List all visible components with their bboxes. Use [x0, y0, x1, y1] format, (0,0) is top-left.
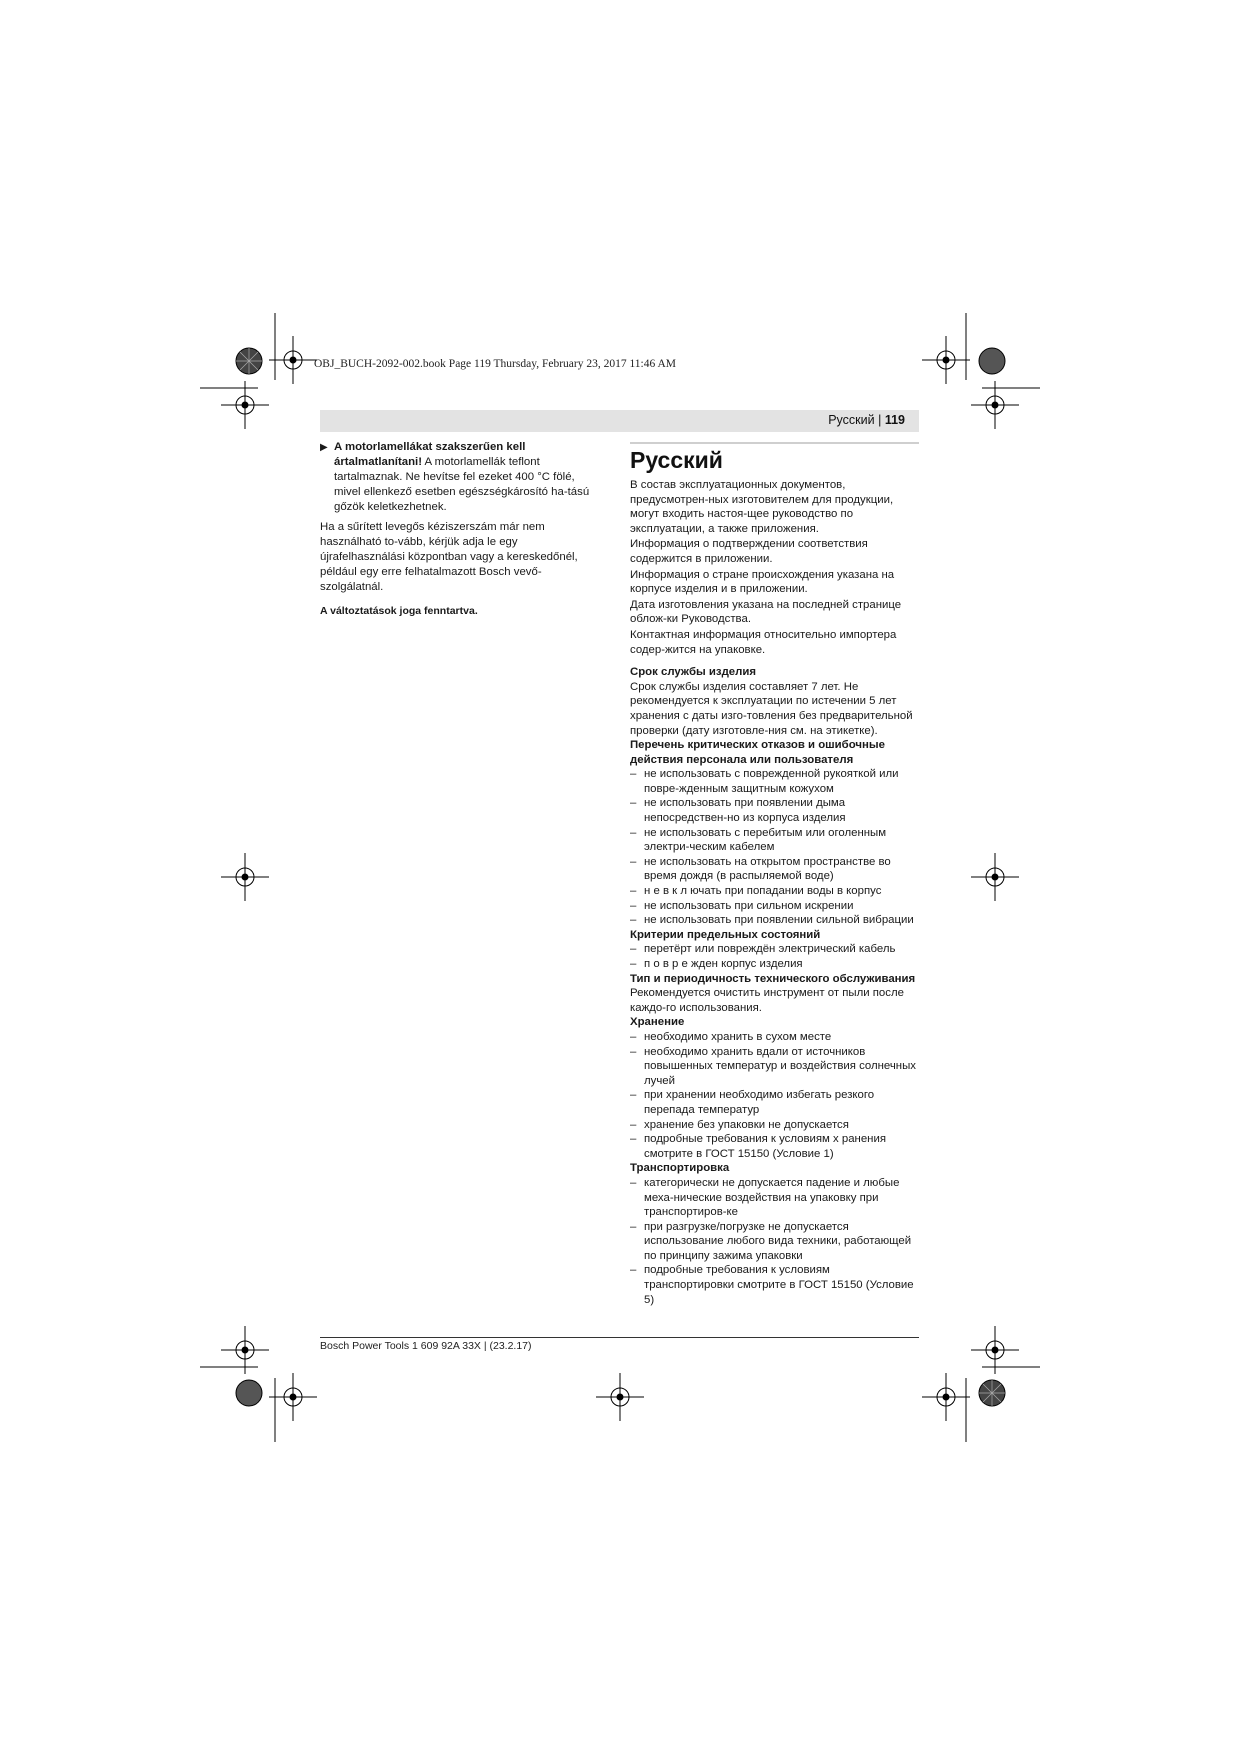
- intro-paragraph: Дата изготовления указана на последней странице облож-ки Руководства.: [630, 598, 902, 626]
- list-item: – п о в р е жден корпус изделия: [630, 957, 919, 972]
- right-column: [630, 440, 919, 1307]
- list-item: – подробные требования к условиям х ранения смотрите в ГОСТ 15150 (Условие 1): [630, 1132, 919, 1161]
- intro-paragraph: Информация о стране происхождения указана на корпусе изделия и в приложении.: [630, 568, 895, 596]
- list-item: – категорически не допускается падение и любые меха-нические воздействия на упаковку при транспортиров-ке: [630, 1176, 919, 1220]
- disposal-paragraph: Ha a sűrített levegős kéziszerszám már nem használható to-vább, kérjük adja le egy újrafelhasználási központban vagy a kereskedőnél, például egy erre felhatalmazott Bosch vevő-szolgálatnál.: [320, 521, 578, 593]
- maintenance-heading: Тип и периодичность технического обслуживания: [630, 972, 916, 985]
- header-language: Русский: [828, 413, 875, 427]
- rights-note: A változtatások joga fenntartva.: [320, 605, 478, 617]
- registration-target: [922, 336, 970, 384]
- service-life-heading: Срок службы изделия: [630, 666, 757, 679]
- footer-rule: [320, 1337, 919, 1338]
- left-column: [320, 440, 604, 624]
- registration-target: [269, 336, 317, 384]
- list-item: – необходимо хранить вдали от источников повышенных температур и воздействия солнечных лучей: [630, 1045, 919, 1089]
- list-item: – не использовать на открытом пространстве во время дождя (в распыляемой воде): [630, 855, 919, 884]
- intro-paragraph: Контактная информация относительно импортера содер-жится на упаковке.: [630, 628, 897, 656]
- storage-list: [630, 1030, 919, 1161]
- page-header: [828, 413, 905, 427]
- list-item: – подробные требования к условиям транспортировки смотрите в ГОСТ 15150 (Условие 5): [630, 1263, 919, 1307]
- section-title: Русский: [630, 442, 919, 474]
- registration-target: [922, 1373, 970, 1421]
- warning-bullet: [320, 440, 604, 515]
- warning-bold: A motorlamellákat szakszerűen kell ártalmatlanítani!: [334, 441, 526, 468]
- critical-failures-list: [630, 767, 919, 928]
- list-item: – необходимо хранить в сухом месте: [630, 1030, 919, 1045]
- list-item: – не использовать с перебитым или оголенным электри-ческим кабелем: [630, 826, 919, 855]
- starburst-mark: [979, 1380, 1005, 1406]
- registration-target: [221, 853, 269, 901]
- storage-heading: Хранение: [630, 1016, 685, 1029]
- maintenance-text: Рекомендуется очистить инструмент от пыли после каждо-го использования.: [630, 987, 904, 1014]
- critical-failures-heading: Перечень критических отказов и ошибочные действия персонала или пользователя: [630, 739, 885, 766]
- list-item: – н е в к л ючать при попадании воды в корпус: [630, 884, 919, 899]
- starburst-mark: [236, 348, 262, 374]
- starburst-mark: [236, 1380, 262, 1406]
- starburst-mark: [979, 348, 1005, 374]
- registration-target: [269, 1373, 317, 1421]
- page-header-bar: [320, 410, 919, 432]
- list-item: – не использовать при появлении дыма непосредствен-но из корпуса изделия: [630, 796, 919, 825]
- transport-list: [630, 1176, 919, 1307]
- list-item: – не использовать при сильном искрении: [630, 899, 919, 914]
- list-item: – перетёрт или повреждён электрический кабель: [630, 942, 919, 957]
- warning-text: A motorlamellák teflont tartalmaznak. Ne hevítse fel ezeket 400 °C fölé, mivel ellenkező esetben egészségkárosító ha-tású gőzök keletkezhetnek.: [334, 456, 590, 513]
- registration-target: [971, 853, 1019, 901]
- print-slug: OBJ_BUCH-2092-002.book Page 119 Thursday, February 23, 2017 11:46 AM: [314, 358, 677, 370]
- limit-states-heading: Критерии предельных состояний: [630, 928, 821, 941]
- list-item: – не использовать при появлении сильной вибрации: [630, 913, 919, 928]
- limit-states-list: [630, 942, 919, 971]
- list-item: – хранение без упаковки не допускается: [630, 1118, 919, 1133]
- intro-paragraph: В состав эксплуатационных документов, предусмотрен-ных изготовителем для продукции, могут входить настоя-щее руководство по эксплуатации, а также приложения.: [630, 479, 894, 535]
- list-item: – при хранении необходимо избегать резкого перепада температур: [630, 1088, 919, 1117]
- header-separator: |: [878, 413, 882, 427]
- intro-paragraph: Информация о подтверждении соответствия содержится в приложении.: [630, 538, 868, 565]
- page-number: 119: [884, 413, 905, 427]
- transport-heading: Транспортировка: [630, 1162, 730, 1175]
- service-life-text: Срок службы изделия составляет 7 лет. Не рекомендуется к эксплуатации по истечении 5 лет хранения с даты изго-товления без предварительной проверки (дату изготовле-ния см. на этикетке).: [630, 680, 913, 737]
- registration-target: [596, 1373, 644, 1421]
- bullet-triangle-icon: ▶: [320, 442, 328, 453]
- list-item: – не использовать с поврежденной рукояткой или повре-жденным защитным кожухом: [630, 767, 919, 796]
- list-item: – при разгрузке/погрузке не допускается использование любого вида техники, работающей по принципу зажима упаковки: [630, 1220, 919, 1264]
- page-footer: Bosch Power Tools 1 609 92A 33X | (23.2.17): [320, 1340, 532, 1352]
